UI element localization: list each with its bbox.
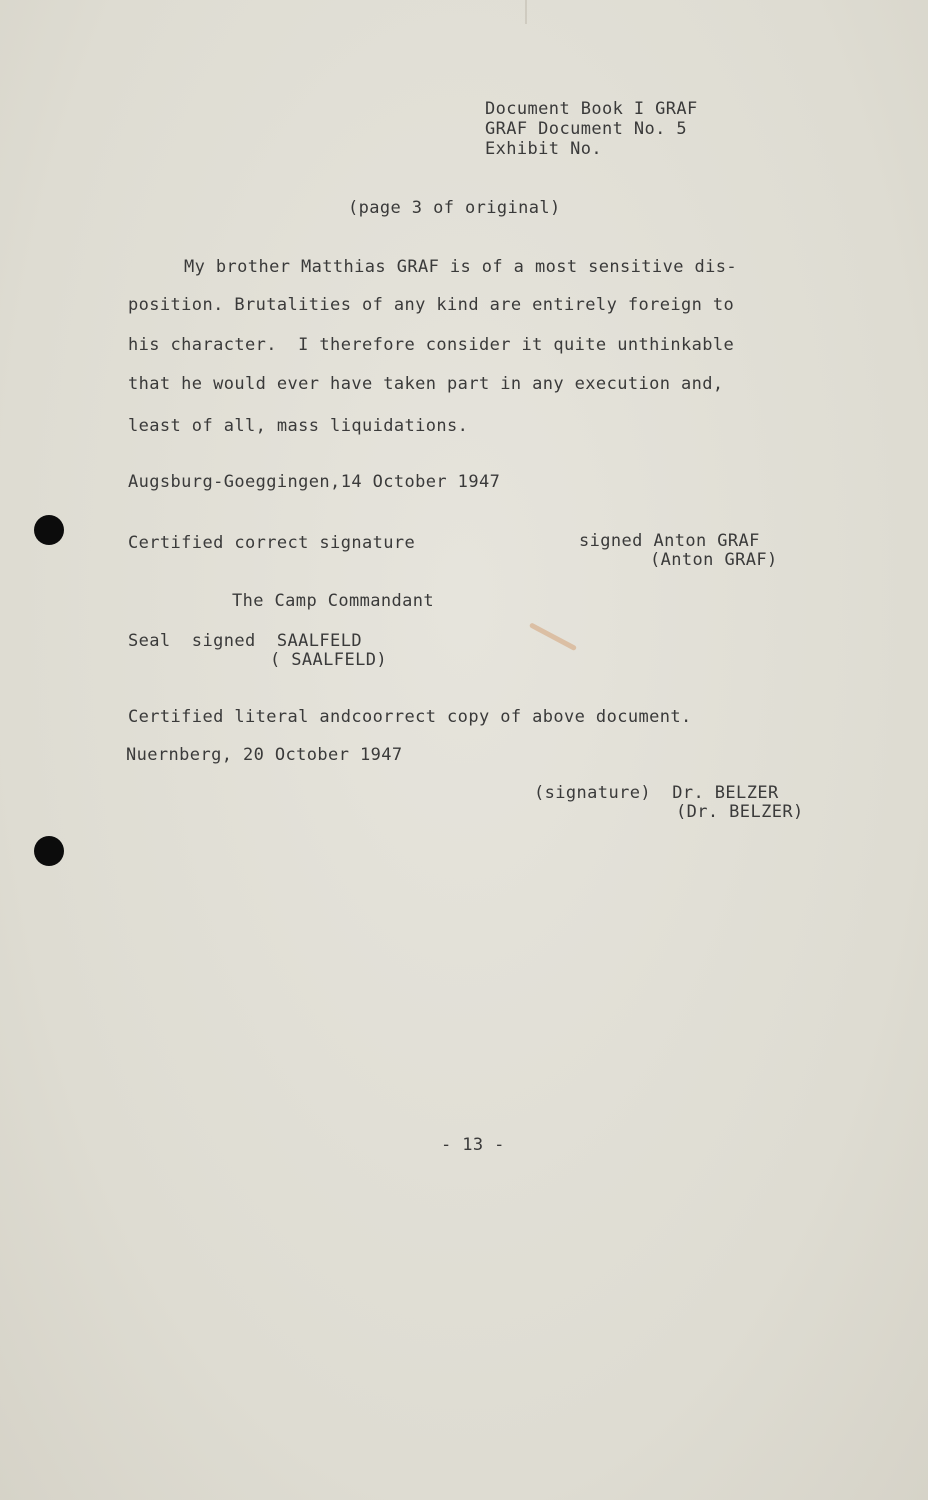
punch-hole-top [34,515,64,545]
signed-anton-graf: signed Anton GRAF [579,531,760,551]
paper-stain [529,622,577,651]
saalfeld-name: ( SAALFELD) [270,650,387,670]
seal-signed-saalfeld: Seal signed SAALFELD [128,631,362,651]
body-line-3: his character. I therefore consider it quite unthinkable [128,335,735,355]
body-line-1: My brother Matthias GRAF is of a most sensitive dis- [184,257,738,277]
signature-belzer: (signature) Dr. BELZER [534,783,779,803]
header-line-3: Exhibit No. [485,139,602,159]
certified-copy-statement: Certified literal andcoorrect copy of above document. [128,707,692,727]
body-line-4: that he would ever have taken part in any execution and, [128,374,724,394]
place-date-nuernberg: Nuernberg, 20 October 1947 [126,745,403,765]
paper-crease [525,0,527,24]
belzer-name: (Dr. BELZER) [676,802,804,822]
anton-graf-name: (Anton GRAF) [650,550,778,570]
certified-signature-label: Certified correct signature [128,533,416,553]
body-line-2: position. Brutalities of any kind are entirely foreign to [128,295,735,315]
punch-hole-bottom [34,836,64,866]
header-line-2: GRAF Document No. 5 [485,119,688,139]
camp-commandant: The Camp Commandant [232,591,435,611]
header-line-1: Document Book I GRAF [485,99,698,119]
body-line-5: least of all, mass liquidations. [128,416,469,436]
page-reference: (page 3 of original) [348,198,561,218]
place-date-augsburg: Augsburg-Goeggingen,14 October 1947 [128,472,501,492]
page-number: - 13 - [441,1135,505,1155]
